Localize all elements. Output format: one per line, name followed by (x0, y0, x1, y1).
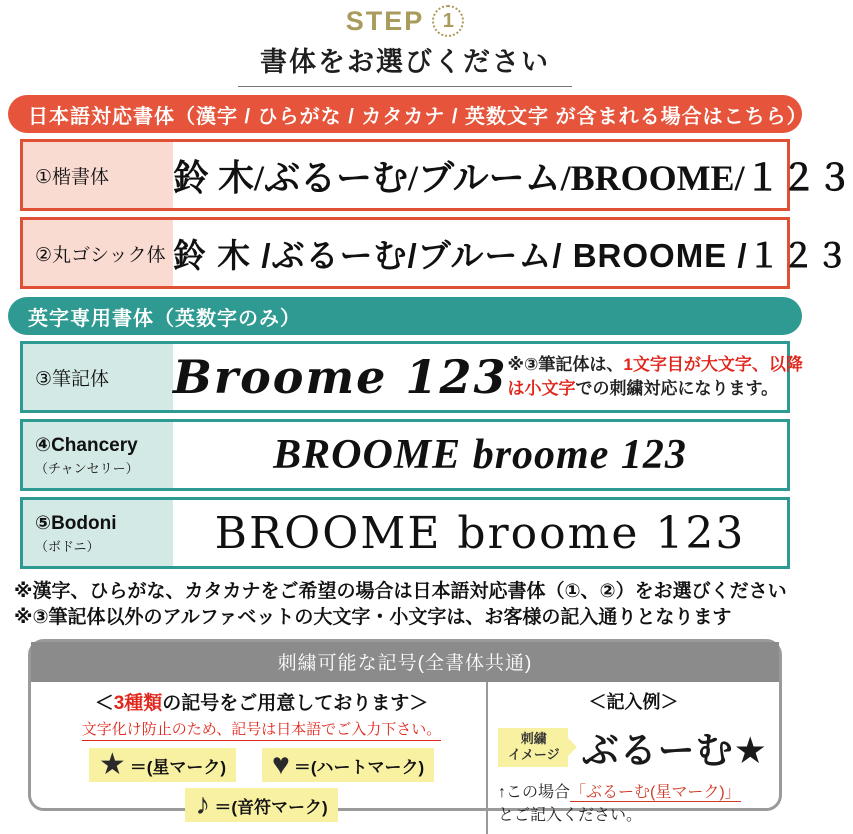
step-number-badge (432, 5, 464, 37)
tag-line2: イメージ (508, 747, 560, 763)
font-sample-bodoni: BROOME broome 123 (214, 507, 746, 559)
footnote-case-note: ※③筆記体以外のアルファベットの大文字・小文字は、お客様の記入通りとなります (14, 606, 732, 628)
symbols-title-text: の記号をご用意しております＞ (162, 693, 429, 715)
example-title: ＜記入例＞ (588, 692, 679, 713)
font-sample-marugothic: 鈴 木 /ぶるーむ/ブルーム/ BROOME /１２３ (173, 236, 850, 274)
font-sample-chancery: BROOME broome 123 (273, 432, 687, 478)
symbols-warning: 文字化け防止のため、記号は日本語でご入力下さい。 (82, 718, 441, 741)
font-label-text: ③筆記体 (35, 368, 110, 390)
symbols-title-text: ＜ (94, 693, 114, 715)
caption-text: とご記入ください。 (498, 807, 643, 825)
page-title: 書体をお選びください (238, 40, 572, 87)
font-label-script (23, 344, 173, 410)
symbols-title (95, 688, 429, 715)
font-label-sub: （ボドニ） (35, 538, 100, 554)
note-text: ※③筆記体は、 (507, 355, 624, 375)
symbols-list-panel (31, 682, 486, 833)
english-fonts-banner: 英字専用書体（英数字のみ） (8, 297, 802, 335)
heart-icon: ♥ (272, 748, 290, 782)
symbols-box-header: 刺繍可能な記号(全書体共通) (31, 642, 779, 682)
symbol-label-heart: ＝(ハートマーク) (293, 757, 425, 777)
caption-text: ↑この場合 (498, 784, 571, 802)
footnote-japanese-fonts: ※漢字、ひらがな、カタカナをご希望の場合は日本語対応書体（①、②）をお選びください (14, 581, 787, 602)
font-sample-script: Broome 123 (173, 350, 508, 404)
font-label-bodoni (23, 500, 173, 566)
script-font-note (507, 344, 819, 410)
font-label-chancery (23, 422, 173, 488)
japanese-fonts-banner: 日本語対応書体（漢字 / ひらがな / カタカナ / 英数文字 が含まれる場合はこちら） (8, 95, 802, 133)
caption-red-text: 「ぶるーむ(星マーク)」 (570, 784, 741, 802)
font-option-script (20, 341, 803, 413)
music-note-icon: ♪ (195, 788, 211, 822)
font-label-text: ④Chancery (35, 434, 138, 456)
symbol-label-star: ＝(星マーク) (129, 757, 227, 777)
font-label-text: ②丸ゴシック体 (35, 244, 166, 266)
step-number: 1 (442, 9, 454, 32)
symbol-chip-note (185, 788, 337, 822)
footnotes (14, 579, 810, 630)
font-label-kaisho (23, 142, 173, 208)
symbol-chip-heart (262, 748, 434, 782)
star-icon: ★ (98, 748, 126, 782)
example-caption (498, 781, 769, 827)
tag-line1: 刺繍 (520, 731, 547, 747)
font-label-text: ①楷書体 (35, 166, 110, 188)
font-label-text: ⑤Bodoni (35, 512, 117, 534)
step-header (0, 0, 810, 37)
symbol-label-note: ＝(音符マーク) (214, 797, 328, 817)
font-sample-kaisho: 鈴 木/ぶるーむ/ブルーム/BROOME/１２３ (173, 157, 853, 198)
embroidery-image-tag (498, 728, 568, 767)
embroidery-example-sample: ぶるーむ★ (581, 730, 768, 772)
font-label-marugothic (23, 220, 173, 286)
font-option-chancery (20, 419, 790, 491)
example-panel (486, 682, 779, 833)
step-label: STEP (345, 5, 425, 36)
font-label-sub: （チャンセリー） (35, 460, 139, 476)
font-option-bodoni (20, 497, 790, 569)
font-option-marugothic (20, 217, 850, 289)
note-text: での刺繍対応になります。 (575, 379, 779, 398)
symbol-chip-star (89, 748, 236, 782)
symbols-box (28, 639, 782, 825)
symbols-title-red: 3種類 (113, 693, 163, 715)
note-text-red: 1文字目が大文字、以降は小文字 (507, 355, 803, 398)
font-option-kaisho (20, 139, 853, 211)
